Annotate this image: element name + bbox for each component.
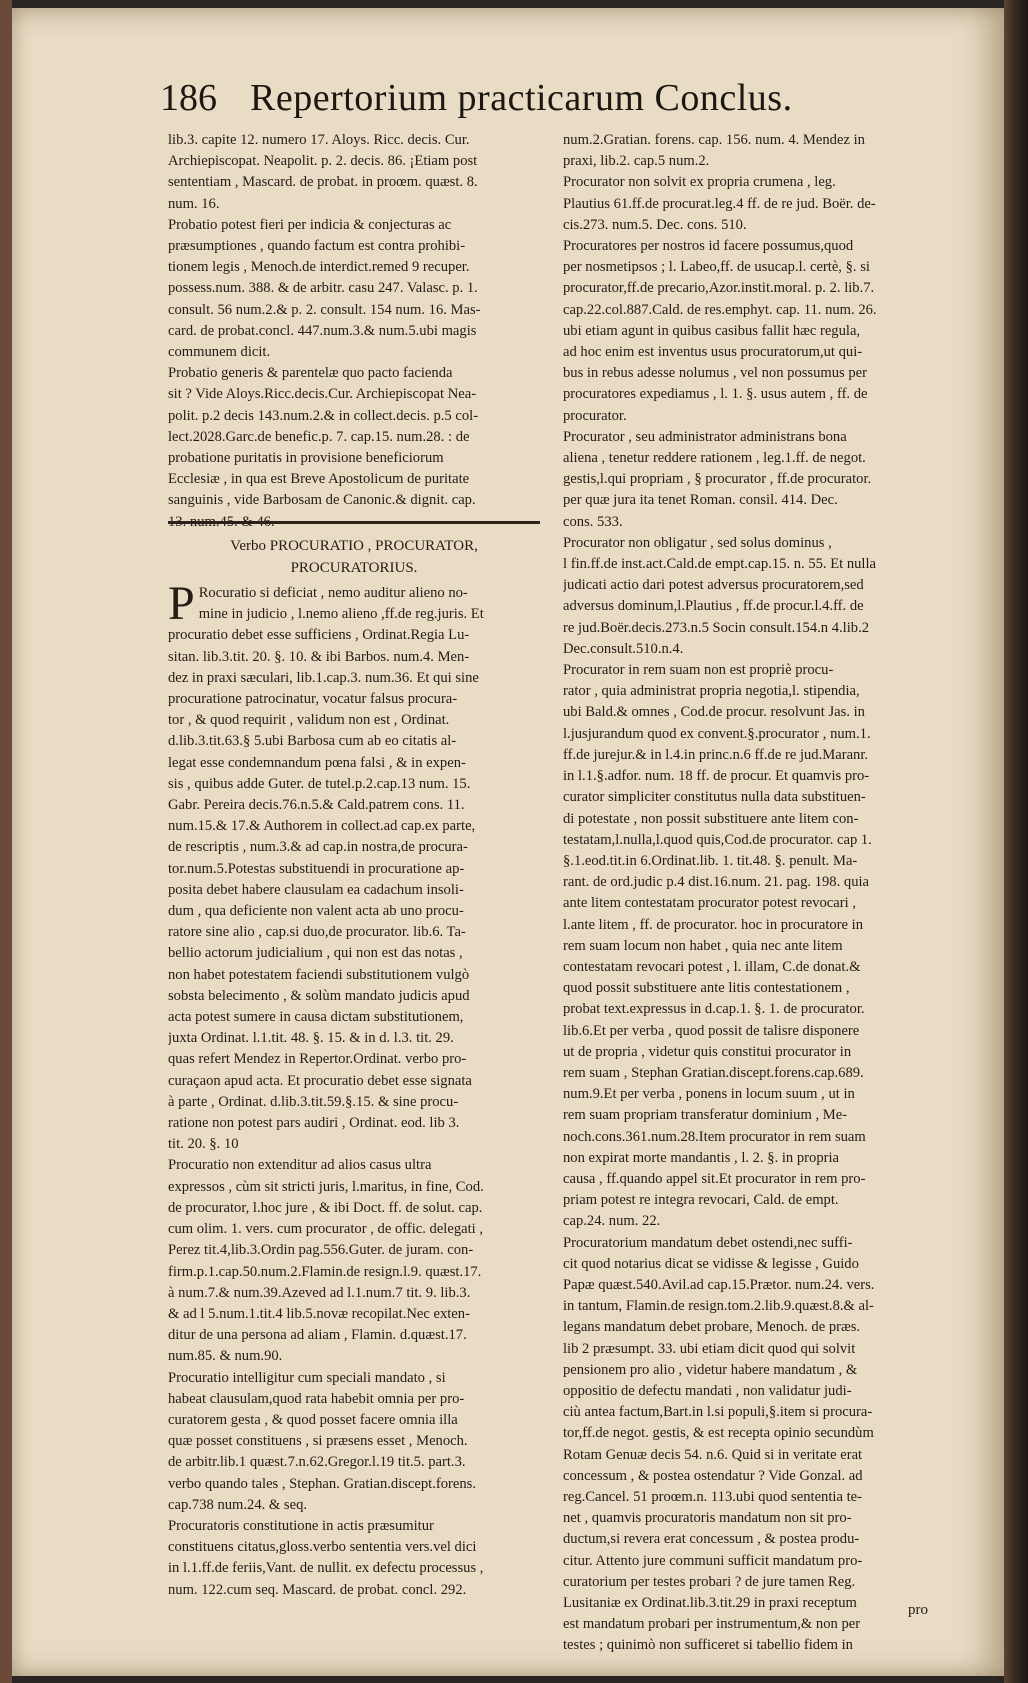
text-line: ratione non potest pars audiri , Ordinat. eod. lib 3. bbox=[168, 1115, 460, 1132]
text-line: cons. 533. bbox=[563, 513, 623, 530]
text-line: tor , & quod requirit , validum non est , Ordinat. bbox=[168, 712, 450, 729]
text-line: pensionem pro alio , videtur habere mandatum , & bbox=[563, 1361, 858, 1378]
text-line: bus in rebus adesse nolumus , vel non possumus per bbox=[563, 365, 868, 382]
text-line: ubi etiam agunt in quibus casibus fallit hæc regula, bbox=[563, 322, 861, 339]
text-line: num. 122.cum seq. Mascard. de probat. concl. 292. bbox=[168, 1581, 467, 1598]
text-line: net , quamvis procuratoris mandatum non sit pro- bbox=[563, 1510, 852, 1527]
text-line: cap.24. num. 22. bbox=[563, 1213, 661, 1230]
text-line: de rescriptis , num.3.& ad cap.in nostra,de procura- bbox=[168, 839, 468, 856]
text-line: cit quod notarius dicat se vidisse & legisse , Guido bbox=[563, 1255, 859, 1272]
text-line: communem dicit. bbox=[168, 344, 271, 361]
left-column bbox=[168, 130, 540, 533]
text-line: sis , quibus adde Guter. de tutel.p.2.cap.13 num. 15. bbox=[168, 775, 471, 792]
text-line: posita debet habere clausulam ea cadachum insoli- bbox=[168, 881, 464, 898]
catchword: pro bbox=[908, 1602, 928, 1618]
text-line: ductum,si revera erat concessum , & postea produ- bbox=[563, 1531, 860, 1548]
text-line: Lusitaniæ ex Ordinat.lib.3.tit.29 in praxi receptum bbox=[563, 1595, 857, 1612]
text-line: Gabr. Pereira decis.76.n.5.& Cald.patrem cons. 11. bbox=[168, 797, 465, 814]
text-line: non habet potestatem faciendi substitutionem vulgò bbox=[168, 966, 470, 983]
text-line: cum olim. 1. vers. cum procurator , de offic. delegati , bbox=[168, 1221, 484, 1238]
text-line: testatam,l.nulla,l.quod quis,Cod.de procurator. cap 1. bbox=[563, 831, 872, 848]
text-line: rem suam locum non habet , quia nec ante litem bbox=[563, 937, 843, 954]
entry-heading-line-1: Verbo PROCURATIO , PROCURATOR, bbox=[230, 538, 478, 554]
text-line: Rotam Genuæ decis 54. n.6. Quid si in veritate erat bbox=[563, 1446, 863, 1463]
text-line: adversus dominum,l.Plautius , ff.de procur.l.4.ff. de bbox=[563, 598, 864, 615]
text-line: præsumptiones , quando factum est contra prohibi- bbox=[168, 238, 466, 255]
text-line: d.lib.3.tit.63.§ 5.ubi Barbosa cum ab eo citatis al- bbox=[168, 733, 457, 750]
text-line: est mandatum probari per instrumentum,& non per bbox=[563, 1616, 861, 1633]
text-line: aliena , tenetur reddere rationem , leg.1.ff. de negot. bbox=[563, 450, 866, 467]
text-line: Procuratorium mandatum debet ostendi,nec suffi- bbox=[563, 1234, 853, 1251]
text-line: rem suam propriam transferatur dominium , Me- bbox=[563, 1107, 848, 1124]
text-line: juxta Ordinat. l.1.tit. 48. §. 15. & in d. l.3. tit. 29. bbox=[168, 1030, 454, 1047]
text-line: l.ante litem , ff. de procurator. hoc in procuratore in bbox=[563, 916, 864, 933]
text-line: Dec.consult.510.n.4. bbox=[563, 640, 684, 657]
text-line: ratore sine alio , cap.si duo,de procurator. lib.6. Ta- bbox=[168, 924, 466, 941]
text-line: legat esse condemnandum pœna falsi , & in expen- bbox=[168, 754, 466, 771]
text-line: di potestate , non possit substituere ante litem con- bbox=[563, 810, 859, 827]
text-line: Probatio potest fieri per indicia & conjecturas ac bbox=[168, 216, 452, 233]
text-line: judicati actio dari potest adversus procuratorem,sed bbox=[563, 577, 864, 594]
text-line: oppositio de defectu mandati , non validatur judi- bbox=[563, 1382, 852, 1399]
text-line: lib.6.Et per verba , quod possit de talisre disponere bbox=[563, 1022, 860, 1039]
text-line: lect.2028.Garc.de benefic.p. 7. cap.15. num.28. : de bbox=[168, 428, 470, 445]
text-line: ante litem contestatam procurator potest revocari , bbox=[563, 895, 856, 912]
text-line: bellio actorum judicialium , qui non est das notas , bbox=[168, 945, 463, 962]
text-line: Archiepiscopat. Neapolit. p. 2. decis. 86. ¡Etiam post bbox=[168, 153, 478, 170]
text-line: Procuratores per nostros id facere possumus,quod bbox=[563, 238, 854, 255]
text-line: procurator. bbox=[563, 407, 627, 424]
text-line: l.jusjurandum quod ex convent.§.procurator , num.1. bbox=[563, 725, 871, 742]
text-line: Perez tit.4,lib.3.Ordin pag.556.Guter. de juram. con- bbox=[168, 1242, 474, 1259]
text-line: curaçaon apud acta. Et procuratio debet esse signata bbox=[168, 1072, 472, 1089]
text-line: tit. 20. §. 10 bbox=[168, 1136, 239, 1153]
text-line: priam potest re integra revocari, Cald. de empt. bbox=[563, 1192, 839, 1209]
text-line: per quæ jura ita tenet Roman. consil. 414. Dec. bbox=[563, 492, 838, 509]
text-line: acta potest sumere in causa dictam substitutionem, bbox=[168, 1009, 464, 1026]
text-line: Procurator , seu administrator administrans bona bbox=[563, 428, 847, 445]
text-line: polit. p.2 decis 143.num.2.& in collect.decis. p.5 col- bbox=[168, 407, 479, 424]
text-line: reg.Cancel. 51 proœm.n. 113.ubi quod sententia te- bbox=[563, 1489, 862, 1505]
text-line: non expirat morte mandantis , l. 2. §. in propria bbox=[563, 1149, 840, 1166]
text-line: ditur de una persona ad aliam , Flamin. d.quæst.17. bbox=[168, 1327, 467, 1344]
text-line: §.1.eod.tit.in 6.Ordinat.lib. 1. tit.48. §. penult. Ma- bbox=[563, 852, 858, 869]
text-line: sitan. lib.3.tit. 20. §. 10. & ibi Barbos. num.4. Men- bbox=[168, 648, 470, 665]
left-column-top-text bbox=[168, 130, 540, 533]
text-line: quas refert Mendez in Repertor.Ordinat. verbo pro- bbox=[168, 1051, 467, 1068]
text-line: Probatio generis & parentelæ quo pacto facienda bbox=[168, 365, 453, 382]
text-line: causa , ff.quando appel sit.Et procurator in rem pro- bbox=[563, 1170, 866, 1187]
entry-heading-line-2: PROCURATORIUS. bbox=[290, 560, 418, 576]
text-line: rem suam , Stephan Gratian.discept.forens.cap.689. bbox=[563, 1064, 864, 1081]
text-line: curatorem gesta , & quod posset facere omnia illa bbox=[168, 1411, 458, 1428]
text-line: sit ? Vide Aloys.Ricc.decis.Cur. Archiepiscopat Nea- bbox=[168, 386, 477, 403]
text-line: ubi Bald.& omnes , Cod.de procur. resolvunt Jas. in bbox=[563, 704, 865, 721]
text-line: quæ posset constituens , si præsens esset , Menoch. bbox=[168, 1433, 468, 1450]
text-line: curator simpliciter constitutus nulla data substituen- bbox=[563, 789, 866, 806]
text-line: num.85. & num.90. bbox=[168, 1348, 283, 1365]
left-column-entry-text bbox=[168, 577, 540, 1601]
text-line: in l.1.ff.de feriis,Vant. de nullit. ex defectu processus , bbox=[168, 1560, 484, 1577]
text-line: procuratione patrocinatur, vocatur falsus procura- bbox=[168, 691, 458, 708]
page-number: 186 bbox=[160, 77, 217, 119]
text-line: probat text.expressus in d.cap.1. §. 1. de procurator. bbox=[563, 1001, 865, 1018]
text-line: num. 16. bbox=[168, 195, 220, 212]
text-line: num.9.Et per verba , ponens in locum suum , ut in bbox=[563, 1086, 855, 1103]
text-line: mine in judicio , l.nemo alieno ,ff.de reg.juris. Et bbox=[198, 606, 484, 623]
text-line: rant. de ord.judic p.4 dist.16.num. 21. pag. 198. quia bbox=[563, 874, 870, 891]
text-line: in tantum, Flamin.de resign.tom.2.lib.9.quæst.8.& al- bbox=[563, 1298, 874, 1315]
text-line: de arbitr.lib.1 quæst.7.n.62.Gregor.l.19 tit.5. part.3. bbox=[168, 1454, 466, 1471]
text-line: num.15.& 17.& Authorem in collect.ad cap.ex parte, bbox=[168, 818, 476, 835]
text-line: rator , quia administrat propria negotia,l. stipendia, bbox=[563, 683, 860, 700]
text-line: in l.1.§.adfor. num. 18 ff. de procur. Et quamvis pro- bbox=[563, 768, 870, 785]
text-line: testes ; quinimò non sufficeret si tabellio fidem in bbox=[563, 1637, 853, 1654]
text-line: num.2.Gratian. forens. cap. 156. num. 4. Mendez in bbox=[563, 132, 865, 148]
text-line: quod possit substituere ante litis contestationem , bbox=[563, 980, 850, 997]
text-line: Procurator non obligatur , sed solus dominus , bbox=[563, 534, 832, 551]
text-line: curatorium per testes probari ? de jure tamen Reg. bbox=[563, 1573, 856, 1590]
right-column-text bbox=[563, 130, 941, 1657]
text-line: noch.cons.361.num.28.Item procurator in rem suam bbox=[563, 1128, 866, 1145]
text-line: dez in praxi sæculari, lib.1.cap.3. num.36. Et qui sine bbox=[168, 669, 479, 686]
entry-heading bbox=[168, 535, 540, 579]
text-line: tor,ff.de negot. gestis, & est recepta opinio secundùm bbox=[563, 1425, 874, 1442]
text-line: expressos , cùm sit stricti juris, l.maritus, in fine, Cod. bbox=[168, 1178, 484, 1195]
text-line: sobsta belecimento , & solùm mandato judicis apud bbox=[168, 987, 470, 1004]
page-header bbox=[160, 76, 950, 136]
text-line: Procurator in rem suam non est propriè procu- bbox=[563, 662, 834, 679]
text-line: procuratio debet esse sufficiens , Ordinat.Regia Lu- bbox=[168, 627, 470, 644]
text-line: & ad l 5.num.1.tit.4 lib.5.novæ recopilat.Nec exten- bbox=[168, 1305, 470, 1322]
text-line: re jud.Boër.decis.273.n.5 Socin consult.154.n 4.lib.2 bbox=[563, 619, 870, 636]
text-line: card. de probat.concl. 447.num.3.& num.5.ubi magis bbox=[168, 322, 477, 339]
section-rule bbox=[168, 521, 540, 524]
text-line: ff.de jurejur.& in l.4.in princ.n.6 ff.de re jud.Maranr. bbox=[563, 746, 869, 763]
text-line: praxi, lib.2. cap.5 num.2. bbox=[563, 153, 710, 170]
text-line: dum , qua deficiente non valent acta ab uno procu- bbox=[168, 903, 464, 920]
text-line: sanguinis , vide Barbosam de Canonic.& dignit. cap. bbox=[168, 492, 476, 509]
text-line: cis.273. num.5. Dec. cons. 510. bbox=[563, 216, 747, 233]
text-line: possess.num. 388. & de arbitr. casu 247. Valasc. p. 1. bbox=[168, 280, 478, 297]
running-title: Repertorium practicarum Conclus. bbox=[250, 77, 793, 119]
text-line: sententiam , Mascard. de probat. in proœm. quæst. 8. bbox=[168, 174, 478, 191]
text-line: ad hoc enim est inventus usus procuratorum,ut qui- bbox=[563, 344, 863, 361]
text-line: constituens citatus,gloss.verbo sententia vers.vel dici bbox=[168, 1539, 477, 1556]
text-line: cap.738 num.24. & seq. bbox=[168, 1496, 308, 1513]
text-line: habeat clausulam,quod rata habebit omnia per pro- bbox=[168, 1390, 465, 1407]
text-line: Plautius 61.ff.de procurat.leg.4 ff. de re jud. Boër. de- bbox=[563, 195, 876, 212]
text-line: Papæ quæst.540.Avil.ad cap.15.Prætor. num.24. vers. bbox=[563, 1276, 875, 1293]
text-line: per nosmetipsos ; l. Labeo,ff. de usucap.l. certè, §. si bbox=[563, 259, 870, 276]
text-line: consult. 56 num.2.& p. 2. consult. 154 num. 16. Mas- bbox=[168, 301, 481, 318]
left-column-entry bbox=[168, 577, 540, 1601]
text-line: citur. Attento jure communi sufficit mandatum pro- bbox=[563, 1552, 863, 1569]
text-line: lib.3. capite 12. numero 17. Aloys. Ricc. decis. Cur. bbox=[168, 132, 470, 148]
book-gutter-right bbox=[1004, 0, 1028, 1683]
text-line: procurator,ff.de precario,Azor.instit.moral. p. 2. lib.7. bbox=[563, 280, 875, 297]
text-line: l fin.ff.de inst.act.Cald.de empt.cap.15. n. 55. Et nulla bbox=[563, 556, 877, 573]
text-line: tor.num.5.Potestas substituendi in procuratione ap- bbox=[168, 860, 465, 877]
text-line: legans mandatum debet probare, Menoch. de præs. bbox=[563, 1319, 861, 1336]
text-line: ciù antea factum,Bart.in l.si populi,§.item si procura- bbox=[563, 1404, 873, 1421]
text-line: firm.p.1.cap.50.num.2.Flamin.de resign.l.9. quæst.17. bbox=[168, 1263, 482, 1280]
text-line: Procurator non solvit ex propria crumena , leg. bbox=[563, 174, 836, 191]
text-line: Procuratio non extenditur ad alios casus ultra bbox=[168, 1157, 432, 1174]
text-line: probatione puritatis in provisione beneficiorum bbox=[168, 450, 444, 467]
text-line: tionem legis , Menoch.de interdict.remed 9 recuper. bbox=[168, 259, 470, 276]
text-line: lib 2 præsumpt. 33. ubi etiam dicit quod qui solvit bbox=[563, 1340, 856, 1357]
text-line: Ecclesiæ , in qua est Breve Apostolicum de puritate bbox=[168, 471, 470, 488]
text-line: à parte , Ordinat. d.lib.3.tit.59.§.15. & sine procu- bbox=[168, 1093, 459, 1110]
text-line: concessum , & postea ostendatur ? Vide Gonzal. ad bbox=[563, 1467, 863, 1484]
text-line: gestis,l.qui propriam , § procurator , ff.de procurator. bbox=[563, 471, 872, 488]
book-edge-left bbox=[0, 0, 12, 1683]
text-line: de procurator, l.hoc jure , & ibi Doct. ff. de solut. cap. bbox=[168, 1199, 483, 1216]
text-line: cap.22.col.887.Cald. de res.emphyt. cap. 11. num. 26. bbox=[563, 301, 877, 318]
text-line: à num.7.& num.39.Azeved ad l.1.num.7 tit. 9. lib.3. bbox=[168, 1284, 471, 1301]
text-line: contestatam revocari potest , l. illam, C.de donat.& bbox=[563, 958, 861, 975]
text-line: Procuratoris constitutione in actis præsumitur bbox=[168, 1517, 434, 1534]
text-line: procuratores expediamus , l. 1. §. usus autem , ff. de bbox=[563, 386, 868, 403]
right-column bbox=[563, 130, 941, 1657]
text-line: Procuratio intelligitur cum speciali mandato , si bbox=[168, 1369, 446, 1386]
drop-cap-letter: P bbox=[168, 577, 195, 630]
text-line: ut de propria , videtur quis constitui procurator in bbox=[563, 1043, 852, 1060]
text-line: Rocuratio si deficiat , nemo auditur alieno no- bbox=[198, 585, 468, 601]
text-line: verbo quando tales , Stephan. Gratian.discept.forens. bbox=[168, 1475, 477, 1492]
